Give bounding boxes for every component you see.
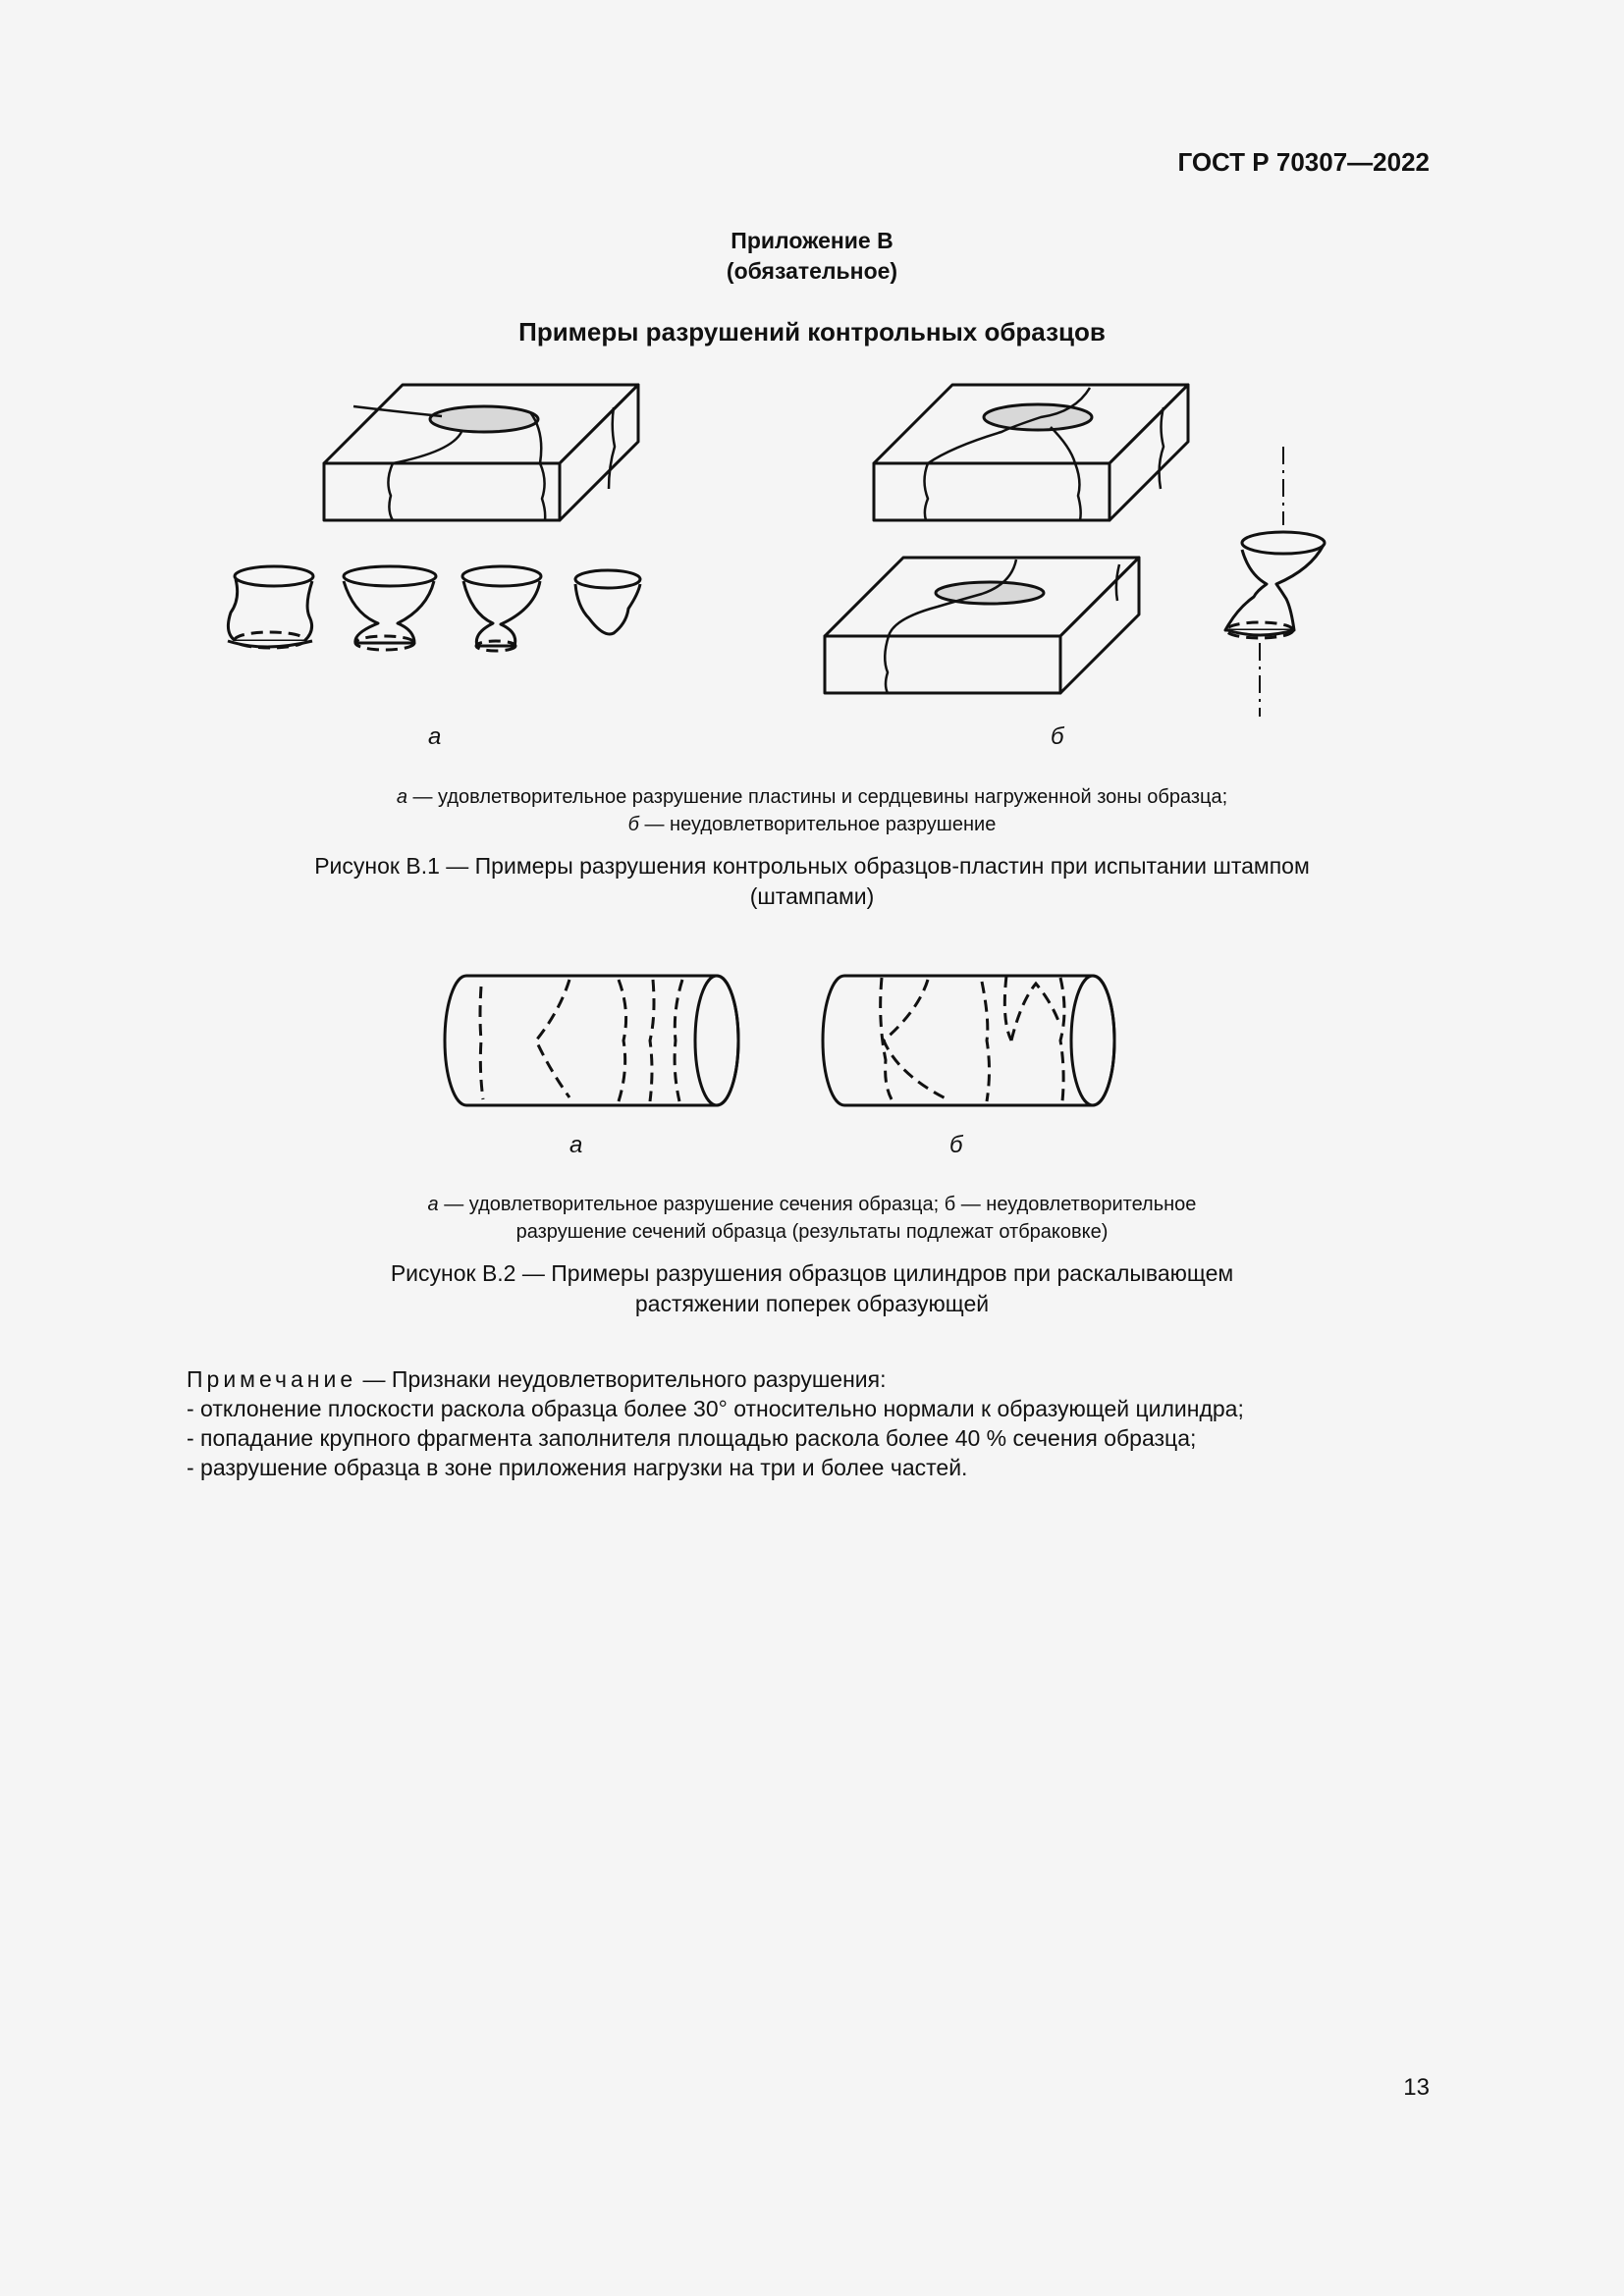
document-code: ГОСТ Р 70307—2022	[1177, 147, 1430, 177]
figure-b2-drawing	[422, 962, 1129, 1119]
cups-a	[228, 566, 640, 651]
figure-b1-legend-a: а — удовлетворительное разрушение пластины и сердцевины нагруженной зоны образца;	[396, 786, 1228, 808]
annex-title	[0, 226, 1624, 287]
cylinder-a	[445, 976, 738, 1105]
figure-b2-label-b: б	[949, 1132, 963, 1158]
figure-b1-label-a: а	[428, 723, 442, 750]
figure-b1-drawing	[206, 373, 1384, 726]
slab-b-bottom	[825, 558, 1139, 693]
note-intro: Примечание — Признаки неудовлетворительного разрушения:	[187, 1366, 887, 1392]
note-item: - отклонение плоскости раскола образца более 30° относительно нормали к образующей цилиндра;	[187, 1396, 1244, 1421]
figure-b1-legend-b: б — неудовлетворительное разрушение	[627, 814, 997, 835]
slab-a	[324, 385, 638, 520]
figure-b1-label-b: б	[1051, 723, 1064, 750]
note-item: - попадание крупного фрагмента заполнителя площадью раскола более 40 % сечения образца;	[187, 1425, 1197, 1451]
note-label: Примечание	[187, 1366, 357, 1392]
page-number: 13	[1403, 2074, 1430, 2101]
annex-title-line2: (обязательное)	[726, 258, 898, 284]
cylinder-b	[823, 976, 1114, 1105]
note-item: - разрушение образца в зоне приложения нагрузки на три и более частей.	[187, 1455, 968, 1480]
figure-b2-legend-line1: а — удовлетворительное разрушение сечения образца; б — неудовлетворительное	[427, 1194, 1197, 1215]
figure-b2-legend	[0, 1191, 1624, 1246]
note-block	[187, 1364, 1463, 1482]
section-title: Примеры разрушений контрольных образцов	[518, 317, 1106, 347]
slab-b-top	[874, 385, 1188, 520]
cup-b	[1225, 447, 1325, 717]
figure-b2-legend-line2: разрушение сечений образца (результаты подлежат отбраковке)	[515, 1221, 1109, 1243]
figure-b1-caption: Рисунок В.1 — Примеры разрушения контрольных образцов-пластин при испытании штампом (штампами)	[314, 853, 1310, 909]
figure-b2-caption: Рисунок В.2 — Примеры разрушения образцов цилиндров при раскалывающем растяжении поперек образующей	[390, 1260, 1234, 1316]
figure-b2-label-a: а	[569, 1132, 583, 1158]
annex-title-line1: Приложение В	[731, 228, 893, 253]
figure-b1-legend	[0, 783, 1624, 838]
